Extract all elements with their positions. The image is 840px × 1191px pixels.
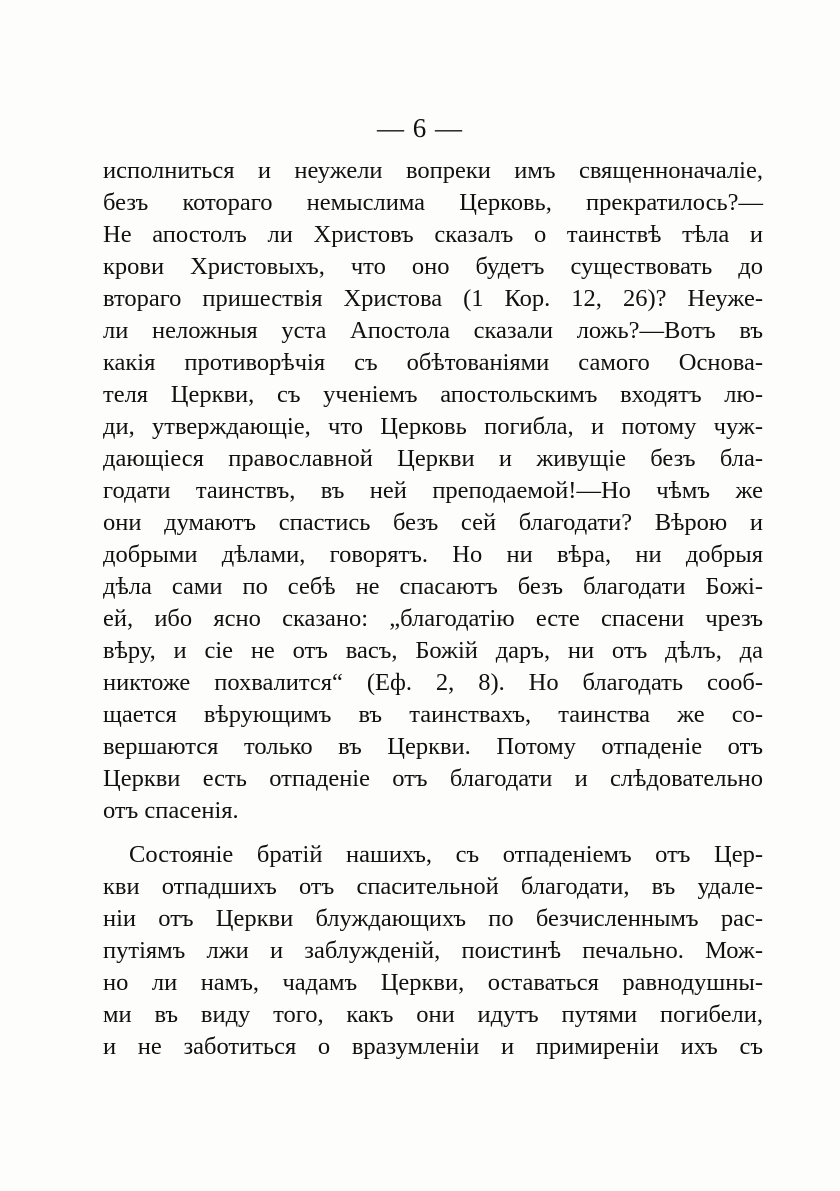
text-line: вершаются только въ Церкви. Потому отпаденіе отъ: [103, 733, 763, 760]
text-line: исполниться и неужели вопреки имъ священноначаліе,: [103, 157, 763, 184]
text-line: Не апостолъ ли Христовъ сказалъ о таинствѣ тѣла и: [103, 221, 763, 248]
text-line: ли неложныя уста Апостола сказали ложь?—Вотъ въ: [103, 317, 763, 344]
text-line: щается вѣрующимъ въ таинствахъ, таинства же со-: [103, 701, 763, 728]
text-line: безъ котораго немыслима Церковь, прекратилось?—: [103, 189, 763, 216]
text-line: ніи отъ Церкви блуждающихъ по безчисленнымъ рас-: [103, 905, 763, 932]
text-line: Церкви есть отпаденіе отъ благодати и слѣдовательно: [103, 765, 763, 792]
text-line: крови Христовыхъ, что оно будетъ существовать до: [103, 253, 763, 280]
text-line: никтоже похвалится“ (Еф. 2, 8). Но благодать сооб-: [103, 669, 763, 696]
text-line: вѣру, и сіе не отъ васъ, Божій даръ, ни отъ дѣлъ, да: [103, 637, 763, 664]
page-number: — 6 —: [377, 113, 463, 143]
text-line: годати таинствъ, въ ней преподаемой!—Но чѣмъ же: [103, 477, 763, 504]
text-line: ди, утверждающіе, что Церковь погибла, и потому чуж-: [103, 413, 763, 440]
text-line: путіямъ лжи и заблужденій, поистинѣ печально. Мож-: [103, 937, 763, 964]
text-line: отъ спасенія.: [103, 797, 239, 824]
text-line: втораго пришествія Христова (1 Кор. 12, 26)? Неуже-: [103, 285, 763, 312]
text-line: теля Церкви, съ ученіемъ апостольскимъ входятъ лю-: [103, 381, 763, 408]
text-line: дѣла сами по себѣ не спасаютъ безъ благодати Божі-: [103, 573, 763, 600]
text-line: какія противорѣчія съ обѣтованіями самого Основа-: [103, 349, 763, 376]
text-line: кви отпадшихъ отъ спасительной благодати, въ удале-: [103, 873, 763, 900]
paragraph-1: [103, 155, 763, 827]
body-text: [103, 155, 763, 1063]
text-line: но ли намъ, чадамъ Церкви, оставаться равнодушны-: [103, 969, 763, 996]
text-line: Состояніе братій нашихъ, съ отпаденіемъ отъ Цер-: [129, 841, 763, 868]
text-line: добрыми дѣлами, говорятъ. Но ни вѣра, ни добрыя: [103, 541, 763, 568]
paragraph-2: [103, 839, 763, 1063]
text-line: дающіеся православной Церкви и живущіе безъ бла-: [103, 445, 763, 472]
text-line: они думаютъ спастись безъ сей благодати? Вѣрою и: [103, 509, 763, 536]
text-line: ми въ виду того, какъ они идутъ путями погибели,: [103, 1001, 763, 1028]
text-line: и не заботиться о вразумленіи и примиреніи ихъ съ: [103, 1033, 763, 1060]
paragraph-gap: [103, 827, 763, 839]
text-line: ей, ибо ясно сказано: „благодатію есте спасени чрезъ: [103, 605, 763, 632]
